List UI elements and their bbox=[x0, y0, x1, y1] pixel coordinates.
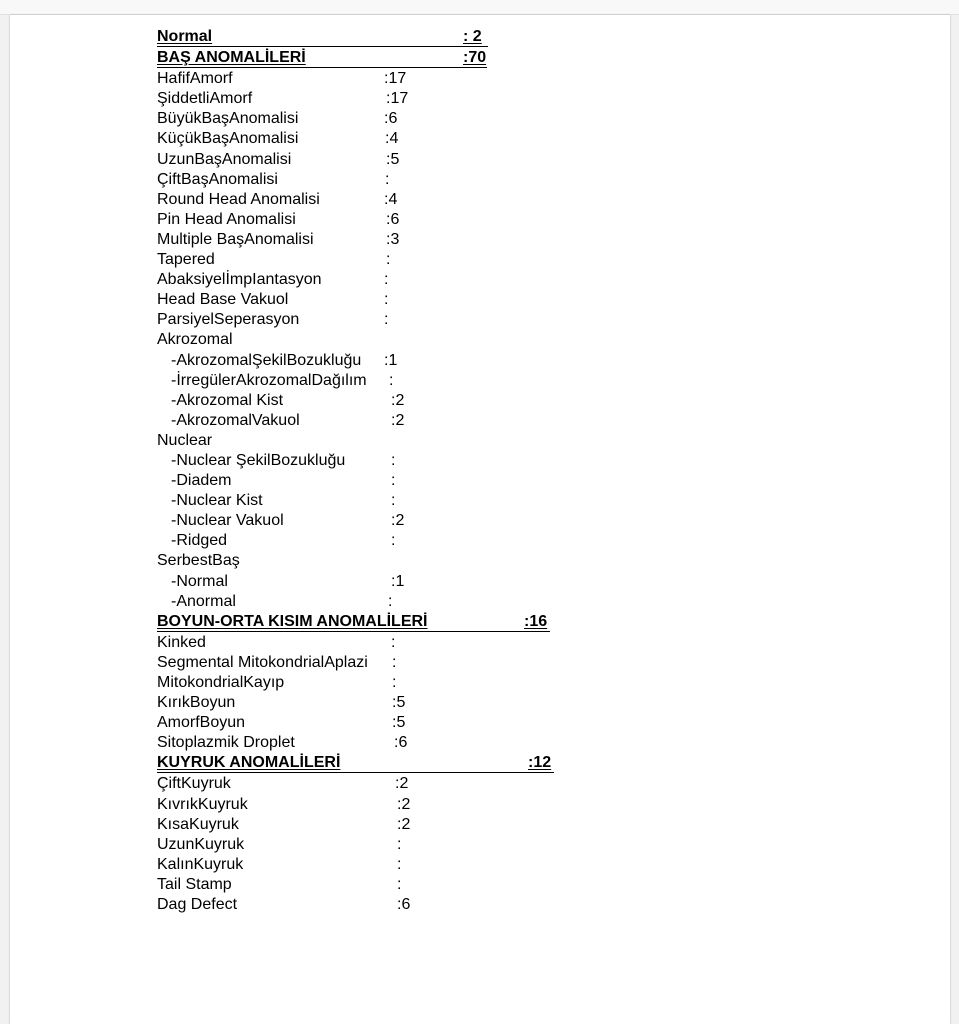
line-value: : bbox=[391, 492, 396, 510]
report-line bbox=[157, 471, 757, 491]
section-total: :16 bbox=[524, 612, 548, 630]
line-label: ParsiyelSeperasyon bbox=[157, 311, 300, 329]
line-value: :2 bbox=[391, 391, 405, 409]
report-line bbox=[157, 713, 757, 733]
line-label: -İrregülerAkrozomalDağılım bbox=[171, 371, 367, 389]
report-line bbox=[157, 190, 757, 210]
report-line bbox=[157, 815, 757, 835]
report-line bbox=[157, 371, 757, 391]
line-value: : bbox=[397, 855, 402, 873]
section-header bbox=[157, 612, 550, 632]
line-label: KalınKuyruk bbox=[157, 855, 244, 873]
line-value: : bbox=[384, 311, 389, 329]
line-label: Multiple BaşAnomalisi bbox=[157, 230, 314, 248]
line-value: :6 bbox=[397, 896, 411, 914]
line-label: -AkrozomalVakuol bbox=[171, 411, 300, 429]
line-value: : bbox=[392, 653, 397, 671]
report-line bbox=[157, 673, 757, 693]
report-line bbox=[157, 511, 757, 531]
line-value: :2 bbox=[395, 775, 409, 793]
report-line bbox=[157, 69, 757, 89]
line-label: Tail Stamp bbox=[157, 875, 232, 893]
report-line bbox=[157, 411, 757, 431]
report-line bbox=[157, 451, 757, 471]
line-value: : bbox=[384, 291, 389, 309]
line-label: -Diadem bbox=[171, 472, 232, 490]
line-label: AmorfBoyun bbox=[157, 714, 246, 732]
report-line bbox=[157, 733, 757, 753]
line-label: KıvrıkKuyruk bbox=[157, 795, 248, 813]
line-value: : bbox=[391, 472, 396, 490]
line-label: ÇiftBaşAnomalisi bbox=[157, 170, 278, 188]
line-value: :2 bbox=[391, 512, 405, 530]
line-value: :4 bbox=[385, 130, 399, 148]
line-label: Head Base Vakuol bbox=[157, 291, 289, 309]
line-value: :2 bbox=[397, 815, 411, 833]
line-value: :6 bbox=[386, 210, 400, 228]
report-line bbox=[157, 351, 757, 371]
section-total: :12 bbox=[528, 754, 552, 772]
line-label: ŞiddetliAmorf bbox=[157, 90, 253, 108]
line-label: Kinked bbox=[157, 633, 206, 651]
section-title: Normal bbox=[157, 28, 213, 45]
report-line bbox=[157, 855, 757, 875]
section-total: : 2 bbox=[463, 28, 482, 45]
report-line bbox=[157, 491, 757, 511]
section-header bbox=[157, 27, 488, 47]
report-line bbox=[157, 310, 757, 330]
line-value: :2 bbox=[397, 795, 411, 813]
section-total: :70 bbox=[463, 49, 487, 67]
line-label: BüyükBaşAnomalisi bbox=[157, 110, 299, 128]
section-title: BOYUN-ORTA KISIM ANOMALİLERİ bbox=[157, 612, 428, 630]
viewer-toolbar bbox=[0, 0, 959, 15]
report-line bbox=[157, 290, 757, 310]
report-line bbox=[157, 531, 757, 551]
line-label: UzunBaşAnomalisi bbox=[157, 150, 292, 168]
line-label: HafifAmorf bbox=[157, 70, 233, 88]
section-title: BAŞ ANOMALİLERİ bbox=[157, 49, 306, 67]
line-label: ÇiftKuyruk bbox=[157, 775, 231, 793]
report-line bbox=[157, 170, 757, 190]
report-line bbox=[157, 572, 757, 592]
report-line bbox=[157, 210, 757, 230]
line-value: : bbox=[392, 674, 397, 691]
line-value: :5 bbox=[392, 714, 406, 732]
report-line bbox=[157, 230, 757, 250]
report-line bbox=[157, 250, 757, 270]
line-label: Segmental MitokondrialAplazi bbox=[157, 653, 368, 671]
line-label: KüçükBaşAnomalisi bbox=[157, 130, 299, 148]
line-value: : bbox=[389, 371, 394, 389]
report-line bbox=[157, 795, 757, 815]
line-value: : bbox=[388, 592, 393, 610]
line-label: UzunKuyruk bbox=[157, 835, 245, 853]
line-value: : bbox=[397, 875, 402, 893]
report-line bbox=[157, 592, 757, 612]
line-value: : bbox=[397, 835, 402, 853]
line-label: Sitoplazmik Droplet bbox=[157, 734, 295, 752]
report-line bbox=[157, 551, 757, 571]
report-line bbox=[157, 835, 757, 855]
report-line bbox=[157, 129, 757, 149]
line-label: KısaKuyruk bbox=[157, 815, 239, 833]
line-value: : bbox=[391, 532, 396, 550]
line-value: : bbox=[385, 170, 390, 188]
line-value: :1 bbox=[391, 572, 405, 590]
line-value: : bbox=[384, 271, 389, 289]
line-value: :3 bbox=[386, 230, 400, 248]
line-value: :17 bbox=[386, 90, 409, 108]
line-label: -Akrozomal Kist bbox=[171, 391, 284, 409]
section-title: KUYRUK ANOMALİLERİ bbox=[157, 754, 341, 772]
report-line bbox=[157, 89, 757, 109]
anomaly-report bbox=[157, 27, 757, 915]
report-line bbox=[157, 431, 757, 451]
line-value: :2 bbox=[391, 411, 405, 429]
line-value: : bbox=[386, 251, 391, 269]
document-page bbox=[10, 15, 950, 1024]
line-label: Tapered bbox=[157, 251, 215, 269]
report-line bbox=[157, 895, 757, 915]
report-line bbox=[157, 391, 757, 411]
line-label: SerbestBaş bbox=[157, 552, 240, 570]
line-value: :1 bbox=[384, 351, 398, 369]
line-label: AbaksiyelİmpIantasyon bbox=[157, 271, 322, 289]
line-value: :5 bbox=[386, 150, 400, 168]
report-line bbox=[157, 774, 757, 794]
line-label: -Nuclear Kist bbox=[171, 492, 263, 510]
report-line bbox=[157, 875, 757, 895]
report-line bbox=[157, 270, 757, 290]
line-label: MitokondrialKayıp bbox=[157, 674, 285, 691]
report-line bbox=[157, 693, 757, 713]
line-value: : bbox=[391, 633, 396, 651]
report-line bbox=[157, 150, 757, 170]
line-label: -AkrozomalŞekilBozukluğu bbox=[171, 351, 362, 369]
line-value: :6 bbox=[394, 734, 408, 752]
line-label: Dag Defect bbox=[157, 896, 238, 914]
line-label: -Normal bbox=[171, 572, 228, 590]
report-line bbox=[157, 330, 757, 350]
line-label: -Ridged bbox=[171, 532, 228, 550]
line-label: Akrozomal bbox=[157, 331, 233, 349]
section-header bbox=[157, 753, 554, 773]
section-header bbox=[157, 48, 487, 68]
line-value: :6 bbox=[384, 110, 398, 128]
line-value: :17 bbox=[384, 70, 407, 88]
line-label: Round Head Anomalisi bbox=[157, 190, 320, 208]
line-label: KırıkBoyun bbox=[157, 694, 236, 712]
report-line bbox=[157, 633, 757, 653]
line-label: Nuclear bbox=[157, 431, 213, 449]
report-line bbox=[157, 653, 757, 673]
line-value: :5 bbox=[392, 694, 406, 712]
line-label: -Nuclear ŞekilBozukluğu bbox=[171, 451, 346, 469]
report-line bbox=[157, 109, 757, 129]
line-value: : bbox=[391, 451, 396, 469]
line-label: -Anormal bbox=[171, 592, 236, 610]
line-label: -Nuclear Vakuol bbox=[171, 512, 284, 530]
line-value: :4 bbox=[384, 190, 398, 208]
line-label: Pin Head Anomalisi bbox=[157, 210, 296, 228]
